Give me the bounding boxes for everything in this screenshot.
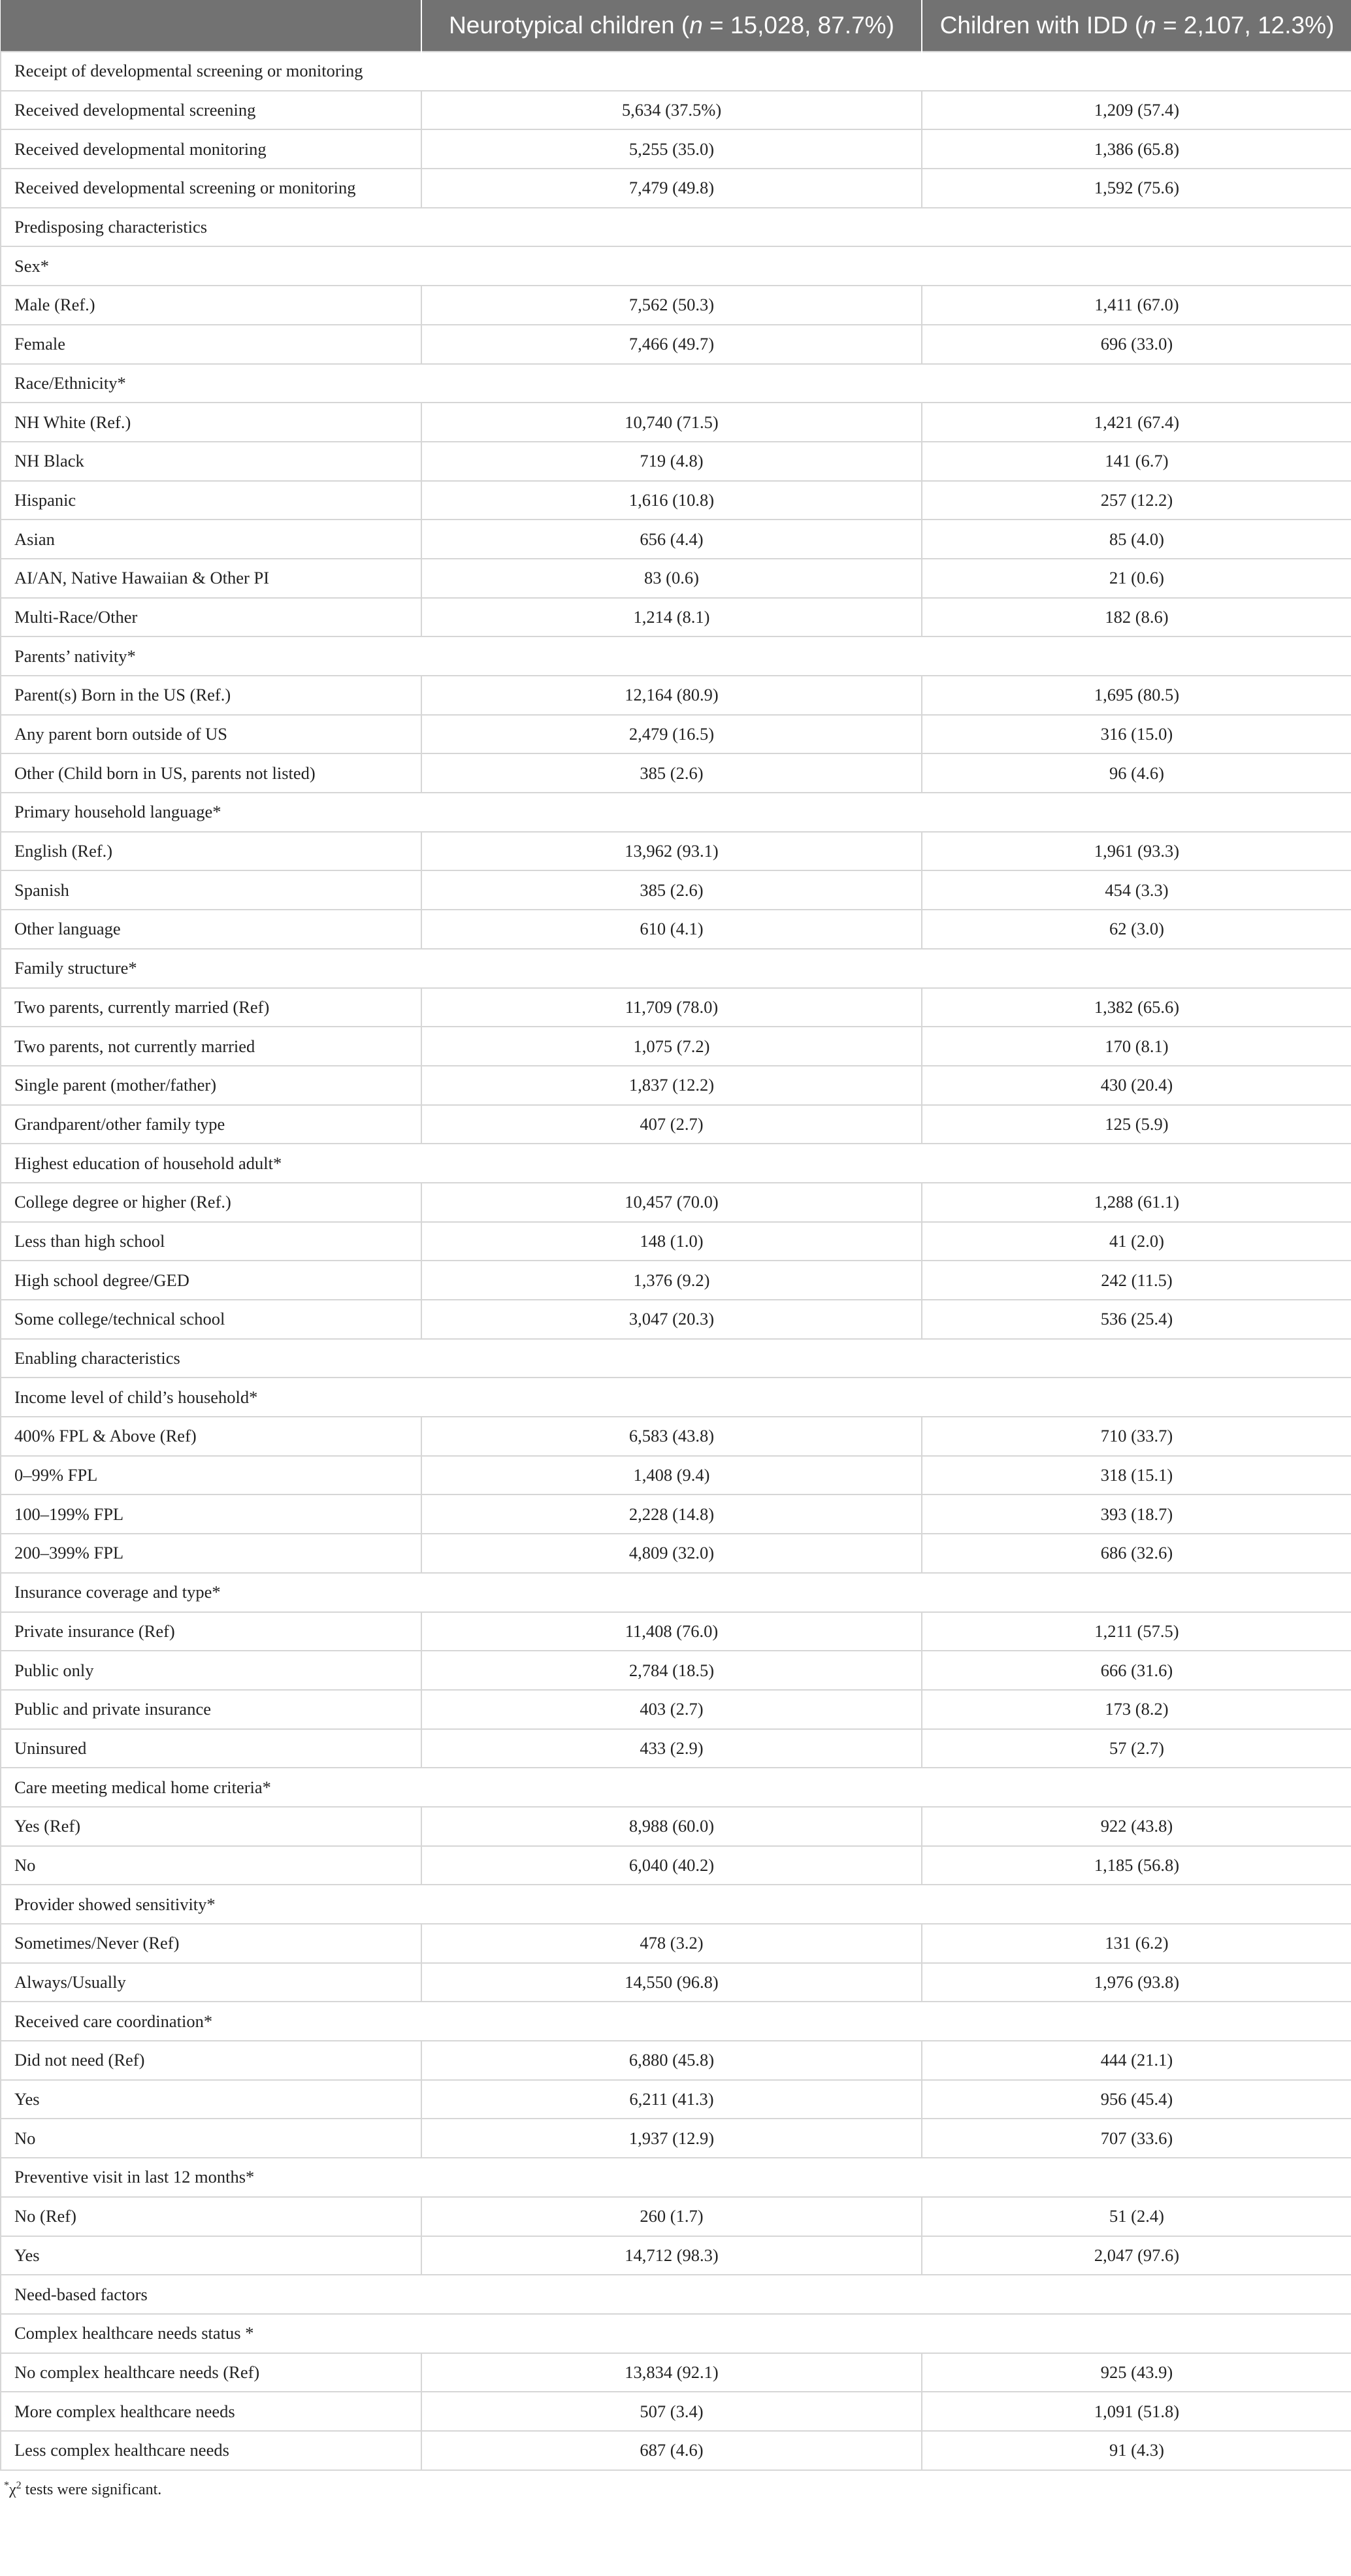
section-label: Need-based factors [1, 2275, 1351, 2314]
table-row [1, 2119, 1351, 2158]
table-row [1, 2392, 1351, 2431]
table-row [1, 753, 1351, 793]
row-label: More complex healthcare needs [1, 2392, 421, 2431]
section-label: Preventive visit in last 12 months* [1, 2158, 1351, 2197]
neurotypical-value: 10,457 (70.0) [421, 1183, 922, 1222]
idd-value: 1,386 (65.8) [922, 129, 1351, 169]
row-label: Two parents, not currently married [1, 1027, 421, 1066]
section-label: Provider showed sensitivity* [1, 1885, 1351, 1924]
idd-value: 1,695 (80.5) [922, 676, 1351, 715]
table-row [1, 1534, 1351, 1573]
neurotypical-value: 2,228 (14.8) [421, 1494, 922, 1534]
row-label: Single parent (mother/father) [1, 1066, 421, 1105]
neurotypical-value: 13,962 (93.1) [421, 832, 922, 871]
neurotypical-value: 12,164 (80.9) [421, 676, 922, 715]
idd-value: 91 (4.3) [922, 2431, 1351, 2470]
row-label: Hispanic [1, 481, 421, 520]
header-variable [1, 0, 421, 52]
row-label: 400% FPL & Above (Ref) [1, 1417, 421, 1456]
idd-value: 956 (45.4) [922, 2080, 1351, 2119]
table-row [1, 2080, 1351, 2119]
table-row [1, 1456, 1351, 1495]
section-row [1, 1885, 1351, 1924]
idd-value: 1,288 (61.1) [922, 1183, 1351, 1222]
idd-value: 430 (20.4) [922, 1066, 1351, 1105]
neurotypical-value: 407 (2.7) [421, 1105, 922, 1144]
idd-value: 96 (4.6) [922, 753, 1351, 793]
table-row [1, 1729, 1351, 1768]
neurotypical-value: 478 (3.2) [421, 1924, 922, 1963]
header-neurotypical-post: = 15,028, 87.7%) [702, 12, 894, 39]
section-row [1, 246, 1351, 286]
table-row [1, 1846, 1351, 1885]
idd-value: 57 (2.7) [922, 1729, 1351, 1768]
section-row [1, 1768, 1351, 1807]
row-label: Private insurance (Ref) [1, 1612, 421, 1651]
neurotypical-value: 14,712 (98.3) [421, 2236, 922, 2275]
idd-value: 21 (0.6) [922, 559, 1351, 598]
neurotypical-value: 2,479 (16.5) [421, 715, 922, 754]
table-row [1, 1690, 1351, 1729]
section-label: Family structure* [1, 949, 1351, 988]
idd-value: 170 (8.1) [922, 1027, 1351, 1066]
table-row [1, 715, 1351, 754]
idd-value: 318 (15.1) [922, 1456, 1351, 1495]
table-row [1, 129, 1351, 169]
idd-value: 393 (18.7) [922, 1494, 1351, 1534]
section-label: Sex* [1, 246, 1351, 286]
row-label: Male (Ref.) [1, 286, 421, 325]
section-row [1, 2275, 1351, 2314]
section-label: Race/Ethnicity* [1, 364, 1351, 403]
idd-value: 141 (6.7) [922, 442, 1351, 481]
table-row [1, 1924, 1351, 1963]
section-label: Receipt of developmental screening or monitoring [1, 52, 1351, 91]
table-row [1, 676, 1351, 715]
row-label: Public and private insurance [1, 1690, 421, 1729]
footnote-symbol: χ [9, 2481, 16, 2498]
neurotypical-value: 1,937 (12.9) [421, 2119, 922, 2158]
neurotypical-value: 3,047 (20.3) [421, 1300, 922, 1339]
section-row [1, 1378, 1351, 1417]
neurotypical-value: 11,408 (76.0) [421, 1612, 922, 1651]
row-label: No (Ref) [1, 2197, 421, 2236]
idd-value: 131 (6.2) [922, 1924, 1351, 1963]
row-label: English (Ref.) [1, 832, 421, 871]
table-header [1, 0, 1351, 52]
table-row [1, 91, 1351, 130]
table-row [1, 169, 1351, 208]
table-row [1, 2197, 1351, 2236]
neurotypical-value: 260 (1.7) [421, 2197, 922, 2236]
row-label: Received developmental screening [1, 91, 421, 130]
row-label: Any parent born outside of US [1, 715, 421, 754]
row-label: Multi-Race/Other [1, 598, 421, 637]
table-row [1, 1494, 1351, 1534]
row-label: Uninsured [1, 1729, 421, 1768]
neurotypical-value: 1,616 (10.8) [421, 481, 922, 520]
idd-value: 1,961 (93.3) [922, 832, 1351, 871]
table-row [1, 286, 1351, 325]
section-row [1, 636, 1351, 676]
table-row [1, 1066, 1351, 1105]
idd-value: 1,382 (65.6) [922, 988, 1351, 1027]
row-label: Public only [1, 1651, 421, 1690]
header-idd-pre: Children with IDD ( [939, 12, 1143, 39]
section-row [1, 364, 1351, 403]
idd-value: 1,211 (57.5) [922, 1612, 1351, 1651]
row-label: Always/Usually [1, 1963, 421, 2002]
table-row [1, 910, 1351, 949]
idd-value: 257 (12.2) [922, 481, 1351, 520]
neurotypical-value: 385 (2.6) [421, 753, 922, 793]
table-body [1, 52, 1351, 2470]
row-label: No [1, 1846, 421, 1885]
table-row [1, 403, 1351, 442]
neurotypical-value: 1,837 (12.2) [421, 1066, 922, 1105]
table-row [1, 520, 1351, 559]
section-row [1, 949, 1351, 988]
neurotypical-value: 4,809 (32.0) [421, 1534, 922, 1573]
neurotypical-value: 13,834 (92.1) [421, 2353, 922, 2392]
section-label: Highest education of household adult* [1, 1144, 1351, 1183]
neurotypical-value: 14,550 (96.8) [421, 1963, 922, 2002]
idd-value: 925 (43.9) [922, 2353, 1351, 2392]
neurotypical-value: 148 (1.0) [421, 1222, 922, 1261]
footnote-mark: * [4, 2479, 9, 2491]
section-label: Parents’ nativity* [1, 636, 1351, 676]
neurotypical-value: 6,211 (41.3) [421, 2080, 922, 2119]
idd-value: 536 (25.4) [922, 1300, 1351, 1339]
footnote-power: 2 [16, 2479, 22, 2491]
idd-value: 173 (8.2) [922, 1690, 1351, 1729]
idd-value: 316 (15.0) [922, 715, 1351, 754]
idd-value: 1,209 (57.4) [922, 91, 1351, 130]
idd-value: 1,592 (75.6) [922, 169, 1351, 208]
idd-value: 666 (31.6) [922, 1651, 1351, 1690]
section-row [1, 52, 1351, 91]
neurotypical-value: 507 (3.4) [421, 2392, 922, 2431]
neurotypical-value: 687 (4.6) [421, 2431, 922, 2470]
section-row [1, 2158, 1351, 2197]
section-label: Received care coordination* [1, 2002, 1351, 2041]
footnote [4, 2480, 1351, 2499]
neurotypical-value: 10,740 (71.5) [421, 403, 922, 442]
table-row [1, 1183, 1351, 1222]
neurotypical-value: 7,562 (50.3) [421, 286, 922, 325]
neurotypical-value: 385 (2.6) [421, 870, 922, 910]
row-label: NH Black [1, 442, 421, 481]
idd-value: 454 (3.3) [922, 870, 1351, 910]
neurotypical-value: 6,583 (43.8) [421, 1417, 922, 1456]
table-row [1, 1963, 1351, 2002]
idd-value: 125 (5.9) [922, 1105, 1351, 1144]
table-row [1, 832, 1351, 871]
table-row [1, 442, 1351, 481]
row-label: Yes [1, 2236, 421, 2275]
header-row [1, 0, 1351, 52]
row-label: High school degree/GED [1, 1261, 421, 1300]
neurotypical-value: 6,040 (40.2) [421, 1846, 922, 1885]
header-neurotypical-n: n [689, 12, 703, 39]
table-row [1, 1105, 1351, 1144]
table-row [1, 2041, 1351, 2080]
neurotypical-value: 1,376 (9.2) [421, 1261, 922, 1300]
row-label: NH White (Ref.) [1, 403, 421, 442]
idd-value: 1,091 (51.8) [922, 2392, 1351, 2431]
neurotypical-value: 1,408 (9.4) [421, 1456, 922, 1495]
table-row [1, 1417, 1351, 1456]
neurotypical-value: 1,075 (7.2) [421, 1027, 922, 1066]
section-row [1, 2002, 1351, 2041]
idd-value: 710 (33.7) [922, 1417, 1351, 1456]
row-label: Some college/technical school [1, 1300, 421, 1339]
table-row [1, 1222, 1351, 1261]
row-label: Sometimes/Never (Ref) [1, 1924, 421, 1963]
idd-value: 1,411 (67.0) [922, 286, 1351, 325]
neurotypical-value: 403 (2.7) [421, 1690, 922, 1729]
neurotypical-value: 8,988 (60.0) [421, 1807, 922, 1846]
idd-value: 1,421 (67.4) [922, 403, 1351, 442]
header-idd-n: n [1143, 12, 1156, 39]
section-label: Enabling characteristics [1, 1339, 1351, 1378]
row-label: College degree or higher (Ref.) [1, 1183, 421, 1222]
row-label: Yes (Ref) [1, 1807, 421, 1846]
idd-value: 707 (33.6) [922, 2119, 1351, 2158]
row-label: Yes [1, 2080, 421, 2119]
idd-value: 62 (3.0) [922, 910, 1351, 949]
table-row [1, 1612, 1351, 1651]
table-row [1, 481, 1351, 520]
section-label: Complex healthcare needs status * [1, 2314, 1351, 2353]
section-label: Care meeting medical home criteria* [1, 1768, 1351, 1807]
row-label: No complex healthcare needs (Ref) [1, 2353, 421, 2392]
section-label: Primary household language* [1, 793, 1351, 832]
idd-value: 1,976 (93.8) [922, 1963, 1351, 2002]
section-row [1, 1339, 1351, 1378]
row-label: AI/AN, Native Hawaiian & Other PI [1, 559, 421, 598]
row-label: Other (Child born in US, parents not listed) [1, 753, 421, 793]
idd-value: 182 (8.6) [922, 598, 1351, 637]
section-row [1, 1573, 1351, 1612]
header-neurotypical [421, 0, 922, 52]
section-row [1, 793, 1351, 832]
table-row [1, 598, 1351, 637]
table-row [1, 1027, 1351, 1066]
row-label: Less than high school [1, 1222, 421, 1261]
section-label: Income level of child’s household* [1, 1378, 1351, 1417]
neurotypical-value: 2,784 (18.5) [421, 1651, 922, 1690]
header-idd [922, 0, 1351, 52]
section-label: Predisposing characteristics [1, 208, 1351, 247]
idd-value: 242 (11.5) [922, 1261, 1351, 1300]
idd-value: 1,185 (56.8) [922, 1846, 1351, 1885]
table-row [1, 2236, 1351, 2275]
neurotypical-value: 7,466 (49.7) [421, 325, 922, 364]
row-label: Parent(s) Born in the US (Ref.) [1, 676, 421, 715]
row-label: Did not need (Ref) [1, 2041, 421, 2080]
row-label: 200–399% FPL [1, 1534, 421, 1573]
neurotypical-value: 719 (4.8) [421, 442, 922, 481]
neurotypical-value: 6,880 (45.8) [421, 2041, 922, 2080]
table-row [1, 988, 1351, 1027]
row-label: 0–99% FPL [1, 1456, 421, 1495]
row-label: Less complex healthcare needs [1, 2431, 421, 2470]
row-label: Received developmental screening or monitoring [1, 169, 421, 208]
neurotypical-value: 656 (4.4) [421, 520, 922, 559]
footnote-text: tests were significant. [21, 2481, 162, 2498]
table-row [1, 2353, 1351, 2392]
row-label: Female [1, 325, 421, 364]
idd-value: 696 (33.0) [922, 325, 1351, 364]
row-label: No [1, 2119, 421, 2158]
header-neurotypical-pre: Neurotypical children ( [449, 12, 690, 39]
table-row [1, 1651, 1351, 1690]
section-row [1, 2314, 1351, 2353]
row-label: Received developmental monitoring [1, 129, 421, 169]
section-row [1, 208, 1351, 247]
table-row [1, 1807, 1351, 1846]
table-row [1, 1261, 1351, 1300]
row-label: Other language [1, 910, 421, 949]
table-row [1, 2431, 1351, 2470]
idd-value: 686 (32.6) [922, 1534, 1351, 1573]
idd-value: 51 (2.4) [922, 2197, 1351, 2236]
neurotypical-value: 7,479 (49.8) [421, 169, 922, 208]
idd-value: 444 (21.1) [922, 2041, 1351, 2080]
table-row [1, 325, 1351, 364]
neurotypical-value: 11,709 (78.0) [421, 988, 922, 1027]
row-label: Spanish [1, 870, 421, 910]
idd-value: 922 (43.8) [922, 1807, 1351, 1846]
table-row [1, 1300, 1351, 1339]
neurotypical-value: 610 (4.1) [421, 910, 922, 949]
idd-value: 2,047 (97.6) [922, 2236, 1351, 2275]
table-row [1, 870, 1351, 910]
header-idd-post: = 2,107, 12.3%) [1156, 12, 1335, 39]
table-row [1, 559, 1351, 598]
row-label: Grandparent/other family type [1, 1105, 421, 1144]
row-label: Asian [1, 520, 421, 559]
idd-value: 85 (4.0) [922, 520, 1351, 559]
idd-value: 41 (2.0) [922, 1222, 1351, 1261]
neurotypical-value: 83 (0.6) [421, 559, 922, 598]
section-label: Insurance coverage and type* [1, 1573, 1351, 1612]
section-row [1, 1144, 1351, 1183]
neurotypical-value: 1,214 (8.1) [421, 598, 922, 637]
row-label: Two parents, currently married (Ref) [1, 988, 421, 1027]
neurotypical-value: 5,634 (37.5%) [421, 91, 922, 130]
neurotypical-value: 5,255 (35.0) [421, 129, 922, 169]
row-label: 100–199% FPL [1, 1494, 421, 1534]
neurotypical-value: 433 (2.9) [421, 1729, 922, 1768]
